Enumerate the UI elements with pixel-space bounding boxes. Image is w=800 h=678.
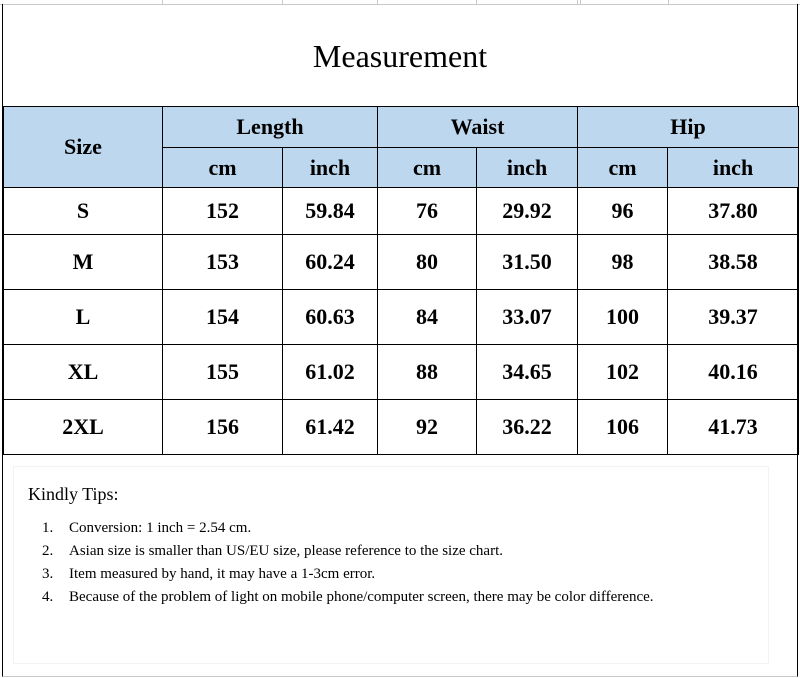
value-cell: 102 [578,345,668,400]
list-item-text: Asian size is smaller than US/EU size, please reference to the size chart. [69,543,503,559]
unit-header: inch [283,148,378,188]
value-cell: 59.84 [283,188,378,235]
list-item [42,586,682,609]
value-cell: 100 [578,290,668,345]
value-cell: 60.63 [283,290,378,345]
list-number: 3. [42,566,54,582]
value-cell: 106 [578,400,668,455]
size-chart-table [3,106,799,455]
list-number: 1. [42,520,54,536]
value-cell: 39.37 [668,290,799,345]
value-cell: 38.58 [668,235,799,290]
table-row [4,400,799,455]
tips-list [42,517,682,609]
size-cell: L [4,290,163,345]
table-row [4,235,799,290]
value-cell: 88 [378,345,477,400]
value-cell: 40.16 [668,345,799,400]
value-cell: 33.07 [477,290,578,345]
size-cell: 2XL [4,400,163,455]
value-cell: 84 [378,290,477,345]
value-cell: 153 [163,235,283,290]
list-item [42,563,682,586]
list-item-text: Conversion: 1 inch = 2.54 cm. [69,520,252,536]
size-cell: M [4,235,163,290]
value-cell: 156 [163,400,283,455]
table-row [4,188,799,235]
value-cell: 152 [163,188,283,235]
value-cell: 76 [378,188,477,235]
group-header-waist: Waist [378,107,578,148]
value-cell: 29.92 [477,188,578,235]
list-item [42,540,682,563]
tips-heading: Kindly Tips: [28,484,119,504]
header-row-groups [4,107,799,148]
list-item-text: Because of the problem of light on mobile phone/computer screen, there may be color difference. [69,589,654,605]
unit-header: cm [163,148,283,188]
table-row [4,345,799,400]
page-title: Measurement [312,37,488,74]
unit-header: cm [378,148,477,188]
value-cell: 92 [378,400,477,455]
list-item [42,517,682,540]
value-cell: 31.50 [477,235,578,290]
value-cell: 60.24 [283,235,378,290]
group-header-length: Length [163,107,378,148]
value-cell: 36.22 [477,400,578,455]
value-cell: 80 [378,235,477,290]
size-header: Size [4,107,163,188]
value-cell: 61.02 [283,345,378,400]
table-row [4,290,799,345]
size-cell: S [4,188,163,235]
list-number: 2. [42,543,54,559]
unit-header: cm [578,148,668,188]
value-cell: 155 [163,345,283,400]
group-header-hip: Hip [578,107,799,148]
value-cell: 41.73 [668,400,799,455]
value-cell: 37.80 [668,188,799,235]
value-cell: 34.65 [477,345,578,400]
size-cell: XL [4,345,163,400]
list-number: 4. [42,589,54,605]
value-cell: 98 [578,235,668,290]
value-cell: 154 [163,290,283,345]
value-cell: 96 [578,188,668,235]
unit-header: inch [668,148,799,188]
unit-header: inch [477,148,578,188]
value-cell: 61.42 [283,400,378,455]
list-item-text: Item measured by hand, it may have a 1-3cm error. [69,566,376,582]
